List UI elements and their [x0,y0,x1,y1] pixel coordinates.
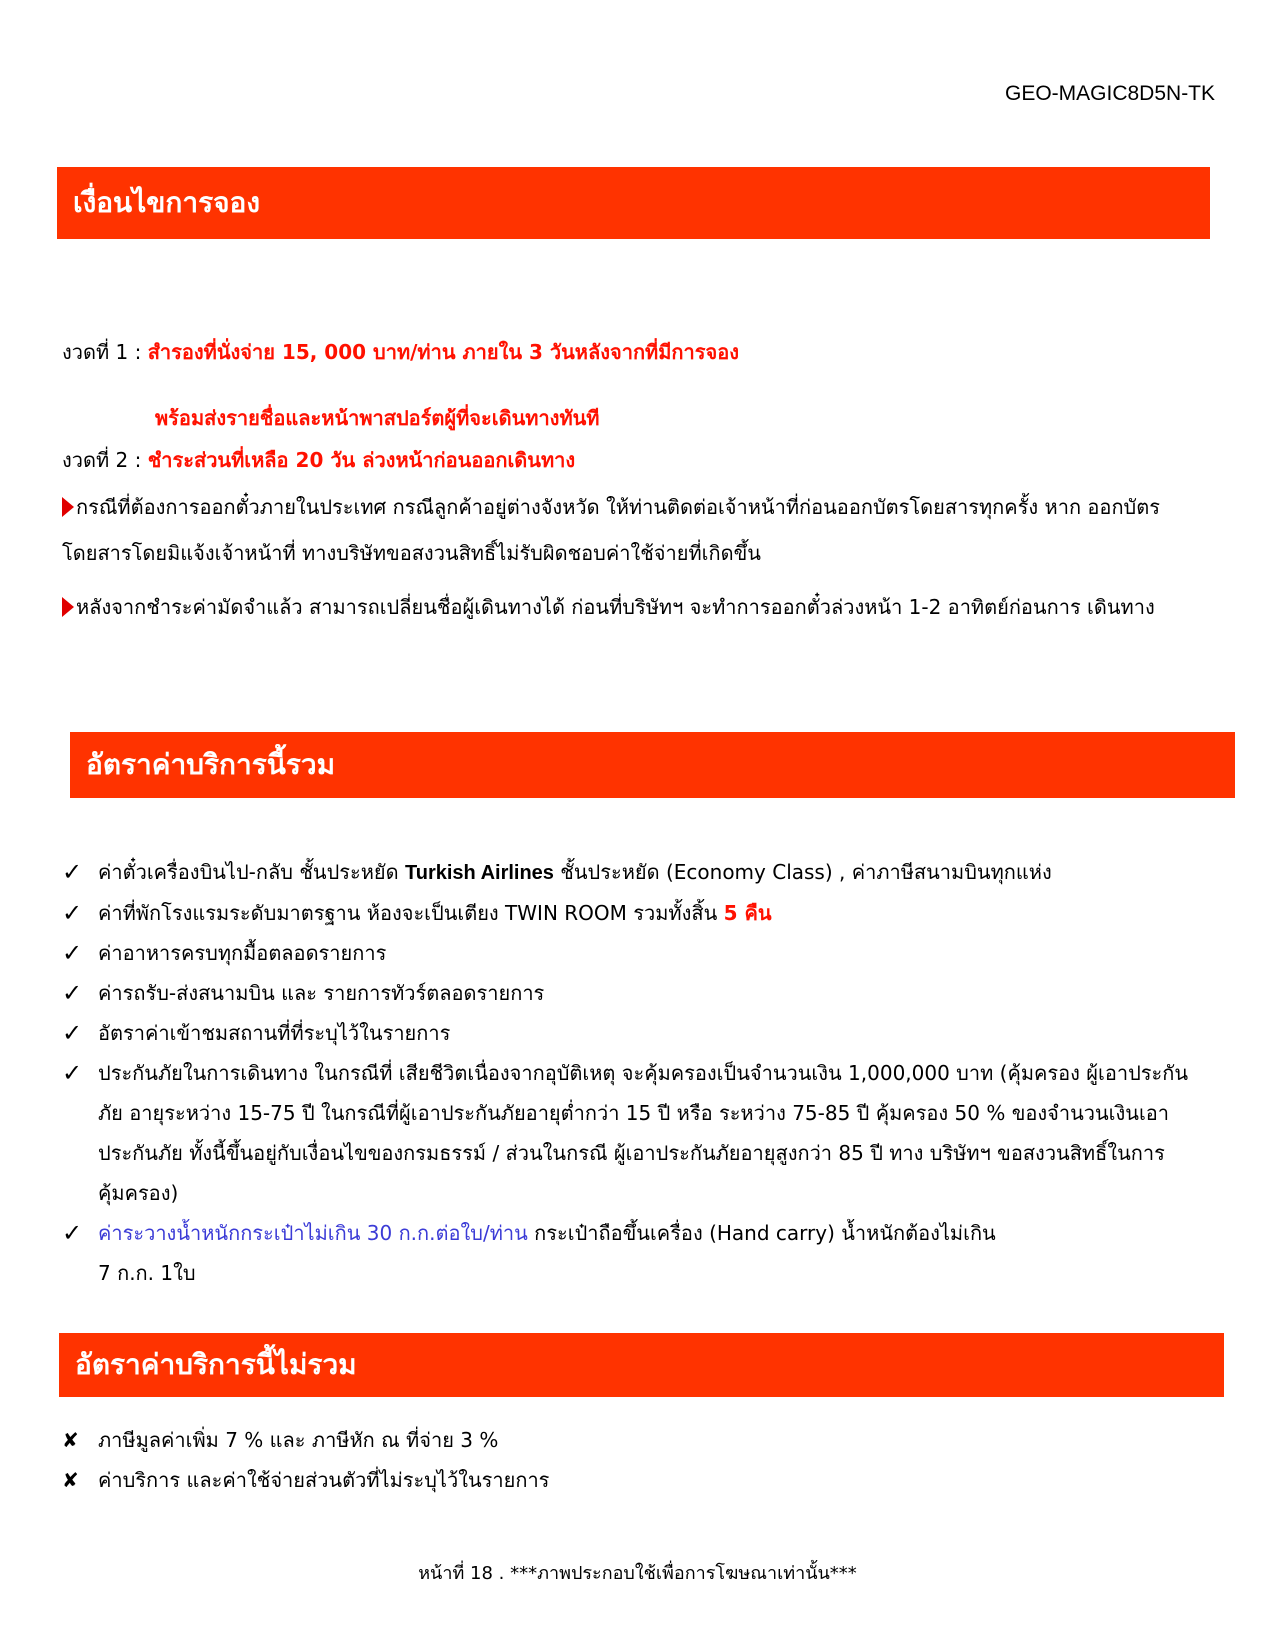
installment-2-text: ชำระส่วนที่เหลือ 20 วัน ล่วงหน้าก่อนออกเดินทาง [147,448,576,472]
installment-1-label: งวดที่ 1 : [62,340,148,364]
list-item [62,933,1222,973]
triangle-bullet-icon [62,497,74,517]
list-item [62,973,1222,1013]
list-item [62,1460,1222,1500]
check-icon: ✓ [62,1059,83,1087]
triangle-bullet-icon [62,597,74,617]
included-item-1-text-b: ชั้นประหยัด (Economy Class) , ค่าภาษีสนามบินทุกแห่ง [553,860,1052,884]
booking-note-1-text: กรณีที่ต้องการออกตั๋วภายในประเทศ กรณีลูกค้าอยู่ต่างจังหวัด ให้ท่านติดต่อเจ้าหน้าที่ก่อนออกบัตรโดยสารทุกครั้ง หาก ออกบัตรโดยสารโดยมิแจ้งเจ้าหน้าที่ ทางบริษัทขอสงวนสิทธิ์ไม่รับผิดชอบค่าใช้จ่ายที่เกิดขึ้น [62,495,1160,565]
airline-name: Turkish Airlines [405,862,554,884]
excluded-item-1-text: ภาษีมูลค่าเพิ่ม 7 % และ ภาษีหัก ณ ที่จ่าย 3 % [98,1428,499,1452]
cross-icon: ✘ [62,1468,79,1492]
installment-2-label: งวดที่ 2 : [62,448,148,472]
installment-1 [62,340,739,364]
excluded-list [62,1420,1222,1500]
list-item [62,1420,1222,1460]
included-item-7-text: กระเป๋าถือขึ้นเครื่อง (Hand carry) น้ำหนักต้องไม่เกิน [527,1221,996,1245]
installment-1-text: สำรองที่นั่งจ่าย 15, 000 บาท/ท่าน ภายใน 3 วันหลังจากที่มีการจอง [147,340,740,364]
check-icon: ✓ [62,858,83,886]
page-footer: หน้าที่ 18 . ***ภาพประกอบใช้เพื่อการโฆษณาเท่านั้น*** [418,1563,857,1584]
included-item-5-text: อัตราค่าเข้าชมสถานที่ที่ระบุไว้ในรายการ [98,1021,451,1045]
included-item-3-text: ค่าอาหารครบทุกมื้อตลอดรายการ [98,941,387,965]
installment-2 [62,448,575,472]
list-item [62,1013,1222,1053]
included-item-7-cont: 7 ก.ก. 1ใบ [98,1261,196,1285]
check-icon: ✓ [62,1219,83,1247]
excluded-item-2-text: ค่าบริการ และค่าใช้จ่ายส่วนตัวที่ไม่ระบุไว้ในรายการ [98,1468,550,1492]
section-title-excluded: อัตราค่าบริการนี้ไม่รวม [59,1333,1224,1397]
document-code: GEO-MAGIC8D5N-TK [1005,82,1216,105]
check-icon: ✓ [62,899,83,927]
list-item [62,893,1222,933]
included-item-4-text: ค่ารถรับ-ส่งสนามบิน และ รายการทัวร์ตลอดรายการ [98,981,545,1005]
check-icon: ✓ [62,939,83,967]
included-list [62,852,1222,1293]
list-item [62,1213,1222,1293]
list-item [62,1053,1222,1213]
section-title-booking: เงื่อนไขการจอง [57,167,1210,239]
cross-icon: ✘ [62,1428,79,1452]
nights-count: 5 คืน [723,901,772,925]
section-title-included: อัตราค่าบริการนี้รวม [70,732,1235,798]
booking-note-2 [62,584,1192,630]
check-icon: ✓ [62,1019,83,1047]
included-item-1-text: ค่าตั๋วเครื่องบินไป-กลับ ชั้นประหยัด [98,860,405,884]
included-item-6-text: ประกันภัยในการเดินทาง ในกรณีที่ เสียชีวิตเนื่องจากอุบัติเหตุ จะคุ้มครองเป็นจำนวนเงิน 1,000,000 บาท (คุ้มครอง ผู้เอาประกันภัย อายุระหว่าง 15-75 ปี ในกรณีที่ผู้เอาประกันภัยอายุต่ำกว่า 15 ปี หรือ ระหว่าง 75-85 ปี คุ้มครอง 50 % ของจำนวนเงินเอาประกันภัย ทั้งนี้ขึ้นอยู่กับเงื่อนไขของกรมธรรม์ / ส่วนในกรณี ผู้เอาประกันภัยอายุสูงกว่า 85 ปี ทาง บริษัทฯ ขอสงวนสิทธิ์ในการคุ้มครอง) [98,1061,1189,1205]
installment-1-continued: พร้อมส่งรายชื่อและหน้าพาสปอร์ตผู้ที่จะเดินทางทันที [155,406,600,430]
check-icon: ✓ [62,979,83,1007]
list-item [62,852,1222,893]
included-item-2-text: ค่าที่พักโรงแรมระดับมาตรฐาน ห้องจะเป็นเตียง TWIN ROOM รวมทั้งสิ้น [98,901,724,925]
booking-note-1 [62,484,1192,576]
baggage-allowance: ค่าระวางน้ำหนักกระเป๋าไม่เกิน 30 ก.ก.ต่อใบ/ท่าน [98,1221,528,1245]
booking-note-2-text: หลังจากชำระค่ามัดจำแล้ว สามารถเปลี่ยนชื่อผู้เดินทางได้ ก่อนที่บริษัทฯ จะทำการออกตั๋วล่วงหน้า 1-2 อาทิตย์ก่อนการ เดินทาง [76,595,1155,619]
